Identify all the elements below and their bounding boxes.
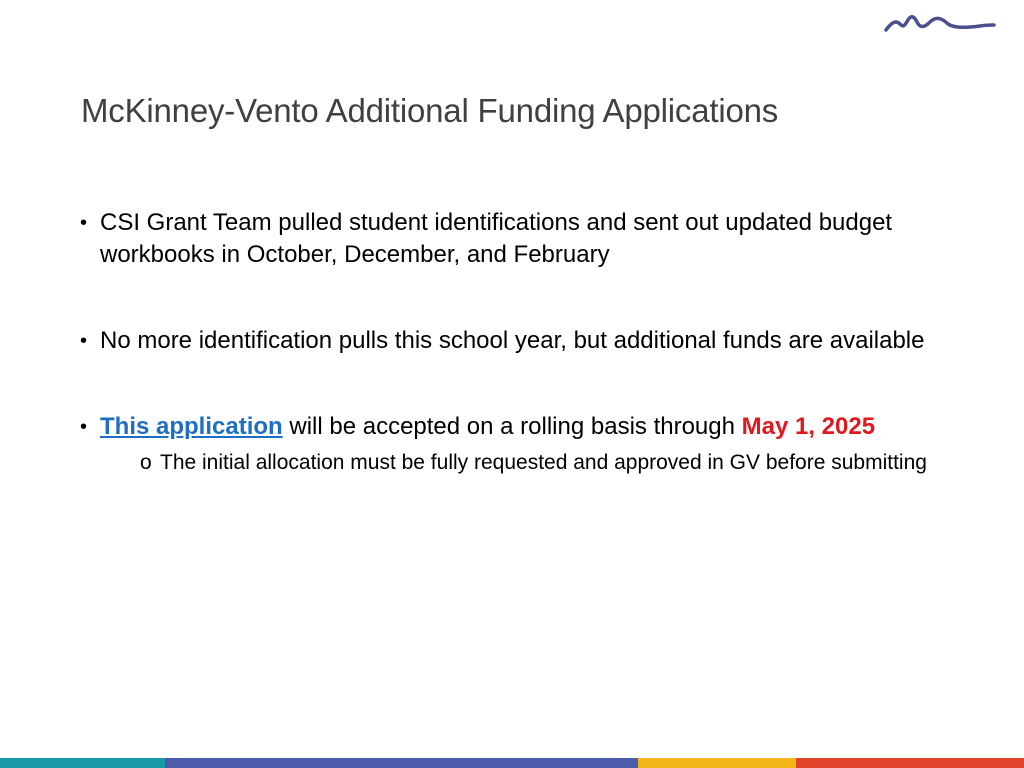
- bullet-marker: •: [80, 330, 88, 352]
- bullet-item-1: [78, 207, 948, 271]
- slide-title: McKinney-Vento Additional Funding Applications: [81, 92, 779, 129]
- sub-bullet-text: The initial allocation must be fully requested and approved in GV before submitting: [160, 451, 927, 474]
- footer-segment-yellow: [638, 758, 796, 768]
- footer-segment-red: [796, 758, 1024, 768]
- deadline-date: May 1, 2025: [741, 413, 876, 440]
- mountain-logo-icon: [884, 10, 996, 36]
- bullet-item-2: [78, 325, 948, 357]
- bullet-text: No more identification pulls this school year, but additional funds are available: [100, 327, 925, 354]
- bullet-item-3: [78, 411, 948, 477]
- sub-bullet-item: [120, 449, 948, 477]
- footer-segment-teal: [0, 758, 165, 768]
- bullet-marker: •: [80, 212, 88, 234]
- bullet-list: [78, 207, 948, 477]
- bullet-text: will be accepted on a rolling basis through: [282, 413, 742, 440]
- bullet-text: CSI Grant Team pulled student identifications and sent out updated budget workbooks in October, December, and February: [100, 209, 893, 268]
- footer-color-bar: [0, 758, 1024, 768]
- footer-segment-blue: [165, 758, 638, 768]
- application-link[interactable]: This application: [100, 413, 283, 440]
- bullet-marker: •: [80, 416, 88, 438]
- sub-bullet-marker: o: [140, 451, 152, 474]
